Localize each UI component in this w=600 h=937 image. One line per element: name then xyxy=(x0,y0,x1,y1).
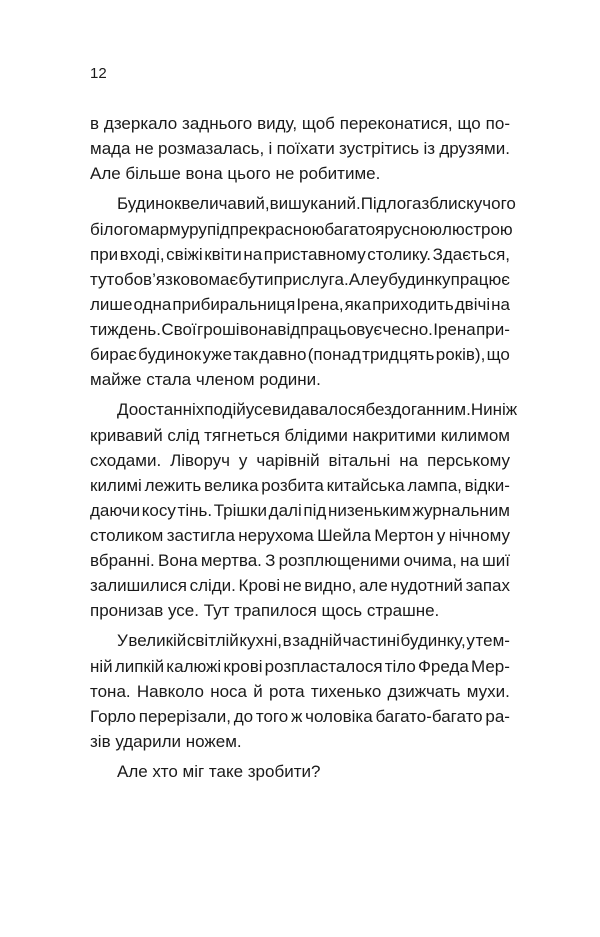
word: з xyxy=(421,194,430,214)
word: журнальним xyxy=(412,500,510,520)
text-line xyxy=(90,342,510,367)
text-line xyxy=(90,704,510,729)
word: Мертон xyxy=(374,525,434,545)
word: блідими xyxy=(284,425,348,445)
word: обов’язково xyxy=(114,269,209,289)
text-line xyxy=(90,423,510,448)
word: будинок xyxy=(138,345,202,365)
word: Здається, xyxy=(432,244,510,264)
word: кривавий xyxy=(90,425,163,445)
word: вході, xyxy=(119,244,165,264)
word: не xyxy=(282,576,302,596)
word: тридцять xyxy=(362,345,435,365)
text-line xyxy=(90,679,510,704)
word: нічному xyxy=(448,525,510,545)
word: блискучого xyxy=(429,194,516,214)
word: будинку xyxy=(388,269,451,289)
text-line xyxy=(90,397,518,422)
word: бирає xyxy=(90,345,137,365)
word: нерухома xyxy=(238,525,314,545)
paragraph xyxy=(90,628,510,753)
word: багато-багато xyxy=(375,706,483,726)
page-number: 12 xyxy=(90,65,107,82)
word: в xyxy=(282,631,292,651)
word: у xyxy=(466,631,475,651)
word: крові xyxy=(223,656,263,676)
word: розмазалась, xyxy=(158,139,265,159)
word: прибиральниця xyxy=(172,294,296,314)
text-line xyxy=(90,498,510,523)
word: даючи xyxy=(90,500,141,520)
word: мертва. xyxy=(200,550,262,570)
word: великій xyxy=(128,631,187,651)
word: гроші xyxy=(197,319,240,339)
word: на xyxy=(243,244,263,264)
word: накритими xyxy=(352,425,437,445)
word: щоб xyxy=(301,114,335,133)
word: подій xyxy=(204,400,246,420)
word: ра- xyxy=(485,706,510,726)
text-line xyxy=(90,267,510,292)
text-line xyxy=(90,317,510,342)
word: рота xyxy=(269,681,305,701)
word: очима, xyxy=(403,550,457,570)
word: тінь. xyxy=(177,500,213,520)
text-line xyxy=(90,217,513,242)
word: Шейла xyxy=(317,525,371,545)
word: заднього xyxy=(182,114,253,133)
word: нудотний xyxy=(390,576,463,596)
word: одна xyxy=(133,294,172,314)
word: шиї xyxy=(482,550,510,570)
word: двічі xyxy=(454,294,491,314)
word: велика xyxy=(204,475,259,495)
word: друзями. xyxy=(439,139,510,159)
word: ж xyxy=(505,400,518,420)
word: люстрою xyxy=(442,219,513,239)
word: тем- xyxy=(475,631,510,651)
word: квіти xyxy=(204,244,242,264)
word: виду, xyxy=(257,114,298,133)
word: не xyxy=(134,139,154,159)
word: До xyxy=(117,400,139,420)
word: бути xyxy=(238,269,274,289)
word: що xyxy=(486,345,510,365)
word: працює xyxy=(450,269,510,289)
paragraph xyxy=(90,111,510,186)
word: ній xyxy=(90,656,113,676)
word: далі xyxy=(268,500,302,520)
word: килимом xyxy=(440,425,510,445)
word: задній xyxy=(292,631,343,651)
word: уже xyxy=(202,345,233,365)
word: Ірена, xyxy=(296,294,344,314)
word: прекрасною xyxy=(229,219,325,239)
word: прислуга. xyxy=(273,269,349,289)
text-line: зів ударили ножем. xyxy=(90,731,242,751)
word: зустрітись xyxy=(339,139,420,159)
word: носа xyxy=(210,681,248,701)
text-line xyxy=(90,523,510,548)
word: Вона xyxy=(157,550,198,570)
word: лампа, xyxy=(407,475,462,495)
word: китайська xyxy=(326,475,405,495)
word: слід xyxy=(167,425,200,445)
word: Свої xyxy=(161,319,197,339)
word: калюжі xyxy=(166,656,222,676)
text-line xyxy=(90,628,510,653)
text-line: пронизав усе. Тут трапилося щось страшне. xyxy=(90,601,440,621)
word: років), xyxy=(435,345,486,365)
word: дзижчать xyxy=(387,681,461,701)
word: багатоярусною xyxy=(324,219,443,239)
text-line xyxy=(90,448,510,473)
word: перерізали, xyxy=(138,706,231,726)
word: Мер- xyxy=(470,656,510,676)
word: видавалося xyxy=(271,400,366,420)
word: косу xyxy=(141,500,176,520)
word: Але xyxy=(348,269,380,289)
word: мухи. xyxy=(466,681,510,701)
word: вітальні xyxy=(328,450,391,470)
word: на xyxy=(460,550,479,570)
word: липкій xyxy=(114,656,165,676)
word: при- xyxy=(476,319,510,339)
word: дзеркало xyxy=(103,114,178,133)
word: чесно. xyxy=(382,319,433,339)
text-line xyxy=(90,548,510,573)
word: перському xyxy=(427,450,510,470)
word: в xyxy=(90,114,100,133)
text-line xyxy=(90,242,510,267)
word: сходами. xyxy=(90,450,162,470)
word: при xyxy=(90,244,119,264)
word: тягнеться xyxy=(204,425,280,445)
word: Фреда xyxy=(417,656,469,676)
word: світлій xyxy=(186,631,239,651)
word: чарівній xyxy=(256,450,320,470)
paragraph xyxy=(90,759,510,784)
word: на xyxy=(399,450,419,470)
word: вишуканий. xyxy=(269,194,361,214)
word: Підлога xyxy=(360,194,422,214)
word: усе xyxy=(245,400,272,420)
word: мармуру xyxy=(138,219,207,239)
word: яка xyxy=(344,294,372,314)
word: останніх xyxy=(138,400,205,420)
word: чоловіка xyxy=(305,706,373,726)
text-line xyxy=(90,136,510,161)
word: так xyxy=(233,345,258,365)
text-line xyxy=(90,111,510,136)
word: залишилися xyxy=(90,576,187,596)
word: розпласталося xyxy=(264,656,383,676)
word: свіжі xyxy=(166,244,203,264)
word: відпрацьовує xyxy=(277,319,383,339)
word: Будинок xyxy=(117,194,182,214)
word: величавий, xyxy=(181,194,270,214)
word: у xyxy=(238,450,248,470)
word: але xyxy=(358,576,388,596)
word: частині xyxy=(342,631,400,651)
word: того xyxy=(255,706,289,726)
text-line xyxy=(90,191,516,216)
word: тихенько xyxy=(310,681,382,701)
word: Горло xyxy=(90,706,136,726)
word: тона. xyxy=(90,681,131,701)
word: тиждень. xyxy=(90,319,161,339)
word: на xyxy=(491,294,510,314)
word: під xyxy=(206,219,230,239)
word: (понад xyxy=(307,345,361,365)
word: низеньким xyxy=(327,500,411,520)
word: переконатися, xyxy=(339,114,453,133)
word: Навколо xyxy=(136,681,204,701)
word: до xyxy=(233,706,254,726)
word: давно xyxy=(259,345,307,365)
word: під xyxy=(303,500,327,520)
word: застигла xyxy=(166,525,235,545)
word: видно, xyxy=(304,576,357,596)
word: лежить xyxy=(144,475,202,495)
word: бездоганним. xyxy=(365,400,471,420)
word: у xyxy=(436,525,446,545)
word: розплющеними xyxy=(278,550,401,570)
word: Трішки xyxy=(213,500,267,520)
word: лише xyxy=(90,294,133,314)
word: Ірена xyxy=(433,319,476,339)
word: білого xyxy=(90,219,139,239)
text-line: майже стала членом родини. xyxy=(90,370,321,390)
word: У xyxy=(117,631,128,651)
text-line xyxy=(90,654,510,679)
text-line: Але хто міг таке зробити? xyxy=(117,762,321,782)
word: приставному xyxy=(263,244,366,264)
word: й xyxy=(253,681,263,701)
word: що xyxy=(457,114,481,133)
word: кухні, xyxy=(239,631,282,651)
word: вбранні. xyxy=(90,550,155,570)
text-line xyxy=(90,573,510,598)
word: тут xyxy=(90,269,115,289)
word: приходить xyxy=(372,294,454,314)
text-line: Але більше вона цього не робитиме. xyxy=(90,164,381,184)
text-line xyxy=(90,292,510,317)
word: мада xyxy=(90,139,131,159)
word: розбита xyxy=(261,475,324,495)
word: вона xyxy=(239,319,278,339)
word: тіло xyxy=(384,656,416,676)
word: Крові xyxy=(238,576,281,596)
word: Нині xyxy=(470,400,506,420)
word: відки- xyxy=(464,475,510,495)
word: столику. xyxy=(367,244,432,264)
word: ж xyxy=(290,706,303,726)
word: у xyxy=(379,269,389,289)
word: по- xyxy=(485,114,510,133)
body-text xyxy=(90,111,518,784)
word: Ліворуч xyxy=(170,450,230,470)
paragraph xyxy=(90,397,518,623)
word: столиком xyxy=(90,525,164,545)
word: має xyxy=(208,269,239,289)
word: будинку, xyxy=(400,631,466,651)
word: і xyxy=(268,139,273,159)
word: із xyxy=(423,139,436,159)
word: запах xyxy=(465,576,510,596)
word: поїхати xyxy=(276,139,335,159)
word: сліди. xyxy=(189,576,236,596)
text-line xyxy=(90,473,510,498)
word: З xyxy=(265,550,276,570)
paragraph xyxy=(90,191,516,392)
word: килимі xyxy=(90,475,142,495)
